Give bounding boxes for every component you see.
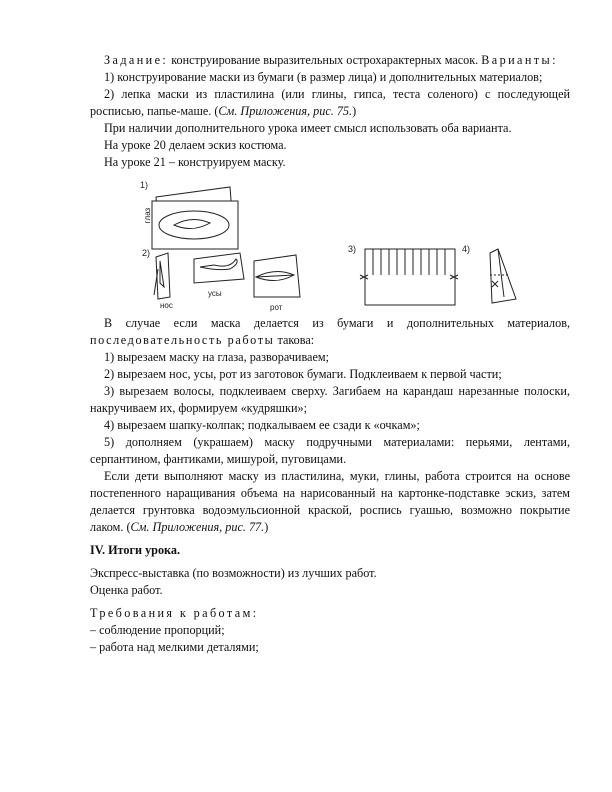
figure-number-4: 4) (462, 244, 471, 254)
requirement-2: – работа над мелкими деталями; (90, 640, 259, 654)
results-exhibition: Экспресс-выставка (по возможности) из лучших работ. (90, 566, 377, 580)
task-label: Задание: (104, 53, 169, 67)
lesson-20-note: На уроке 20 делаем эскиз костюма. (104, 138, 287, 152)
label-eyes: глаз (143, 207, 153, 224)
label-mustache: усы (208, 289, 222, 298)
step-3-hair (360, 249, 458, 305)
label-mouth: рот (270, 303, 283, 312)
step-4-cap (490, 249, 516, 303)
figure-number-2: 2) (142, 248, 151, 258)
variant-2-reference: См. Приложения, рис. 75. (218, 104, 353, 118)
document-page (90, 52, 570, 656)
sequence-intro-b: такова: (277, 333, 315, 347)
sequence-intro (90, 315, 570, 349)
requirements-label: Требования к работам: (90, 606, 259, 620)
label-nose: нос (160, 301, 173, 310)
variant-2-text: 2) лепка маски из пластилина (или глины, гипса, теста соленого) с последующей росписью, папье-маше. ( (90, 87, 570, 118)
note-both-variants: При наличии дополнительного урока имеет смысл использовать оба варианта. (104, 121, 512, 135)
step-2: 2) вырезаем нос, усы, рот из заготовок бумаги. Подклеиваем к первой части; (104, 367, 502, 381)
plasticine-paragraph (90, 468, 570, 536)
variant-2 (90, 86, 570, 120)
results-evaluation: Оценка работ. (90, 583, 163, 597)
variant-1: 1) конструирование маски из бумаги (в размер лица) и дополнительных материалов; (104, 70, 543, 84)
step-3: 3) вырезаем волосы, подклеиваем сверху. Загибаем на карандаш нарезанные полоски, накручиваем их, формируем «кудряшки»; (90, 384, 570, 415)
mask-construction-figure (90, 179, 570, 312)
plasticine-end: ) (264, 520, 269, 534)
lesson-21-note: На уроке 21 – конструируем маску. (104, 155, 286, 169)
step-1: 1) вырезаем маску на глаза, разворачиваем; (104, 350, 329, 364)
step-2-mustache (194, 253, 244, 283)
sequence-intro-spaced: последовательность работы (90, 333, 275, 347)
step-1-sheet (152, 187, 238, 249)
step-4: 4) вырезаем шапку-колпак; подкалываем ее сзади к «очкам»; (104, 418, 420, 432)
plasticine-text: Если дети выполняют маску из пластилина, муки, глины, работа строится на основе постепенного наращивания объема на нарисованный на картонке-подставке эскиз, затем делается грунтовка водоэмульсионной краской, роспись гуашью, возможно покрытие лаком. ( (90, 469, 570, 534)
results-heading: IV. Итоги урока. (90, 543, 181, 557)
requirement-1: – соблюдение пропорций; (90, 623, 225, 637)
step-2-nose (154, 253, 170, 299)
variant-2-end: ) (352, 104, 357, 118)
figure-number-1: 1) (140, 180, 149, 190)
sequence-intro-a: В случае если маска делается из бумаги и дополнительных материалов, (104, 316, 570, 330)
task-paragraph (90, 52, 570, 69)
figure-number-3: 3) (348, 244, 357, 254)
mask-diagram (90, 179, 570, 309)
variants-label: Варианты: (481, 53, 558, 67)
step-5: 5) дополняем (украшаем) маску подручными материалами: перьями, лентами, серпантином, фантиками, мишурой, пуговицами. (90, 435, 570, 466)
task-text: конструирование выразительных острохарактерных масок. (171, 53, 479, 67)
step-2-mouth (254, 255, 300, 297)
plasticine-reference: См. Приложения, рис. 77. (130, 520, 265, 534)
